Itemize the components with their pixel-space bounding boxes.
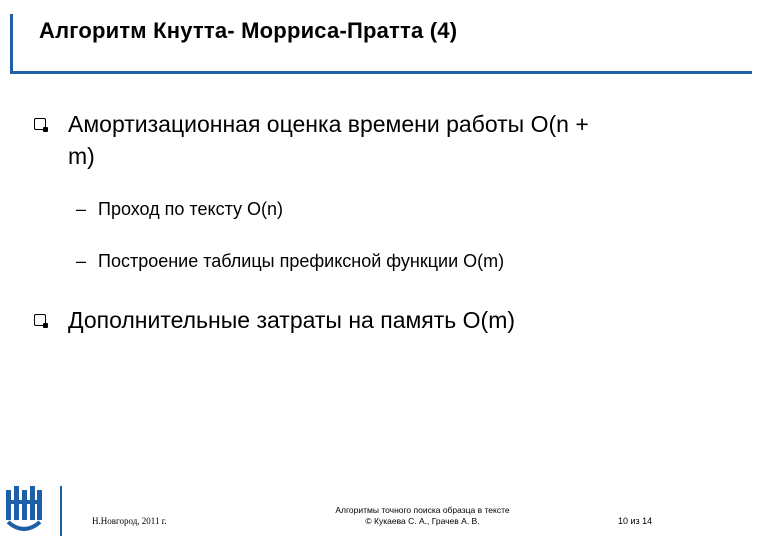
page-number: 10 из 14: [618, 516, 653, 526]
footer-location: Н.Новгород, 2011 г.: [92, 516, 167, 526]
title-frame: [10, 14, 752, 74]
bullet-text-continued: m): [68, 143, 95, 169]
footer-course-title: Алгоритмы точного поиска образца в тексте: [335, 505, 510, 515]
footer-divider: [60, 486, 62, 536]
dash-marker: –: [76, 199, 87, 219]
sub-bullet-item-1: [76, 199, 283, 220]
sub-bullet-text: Построение таблицы префиксной функции O(m): [98, 251, 505, 271]
checkbox-bullet-icon: [34, 118, 46, 130]
slide-title: Алгоритм Кнутта- Морриса-Пратта (4): [39, 18, 458, 43]
university-logo-icon: [4, 482, 44, 534]
sub-bullet-text: Проход по тексту O(n): [98, 199, 284, 219]
bullet-text: Амортизационная оценка времени работы О(n +: [68, 111, 589, 137]
checkbox-bullet-icon: [34, 314, 46, 326]
bullet-text: Дополнительные затраты на память О(m): [68, 307, 516, 333]
sub-bullet-item-2: [76, 251, 504, 272]
dash-marker: –: [76, 251, 87, 271]
footer-authors: © Кукаева С. А., Грачев А. В.: [365, 516, 480, 526]
footer-course-info: [300, 505, 545, 527]
